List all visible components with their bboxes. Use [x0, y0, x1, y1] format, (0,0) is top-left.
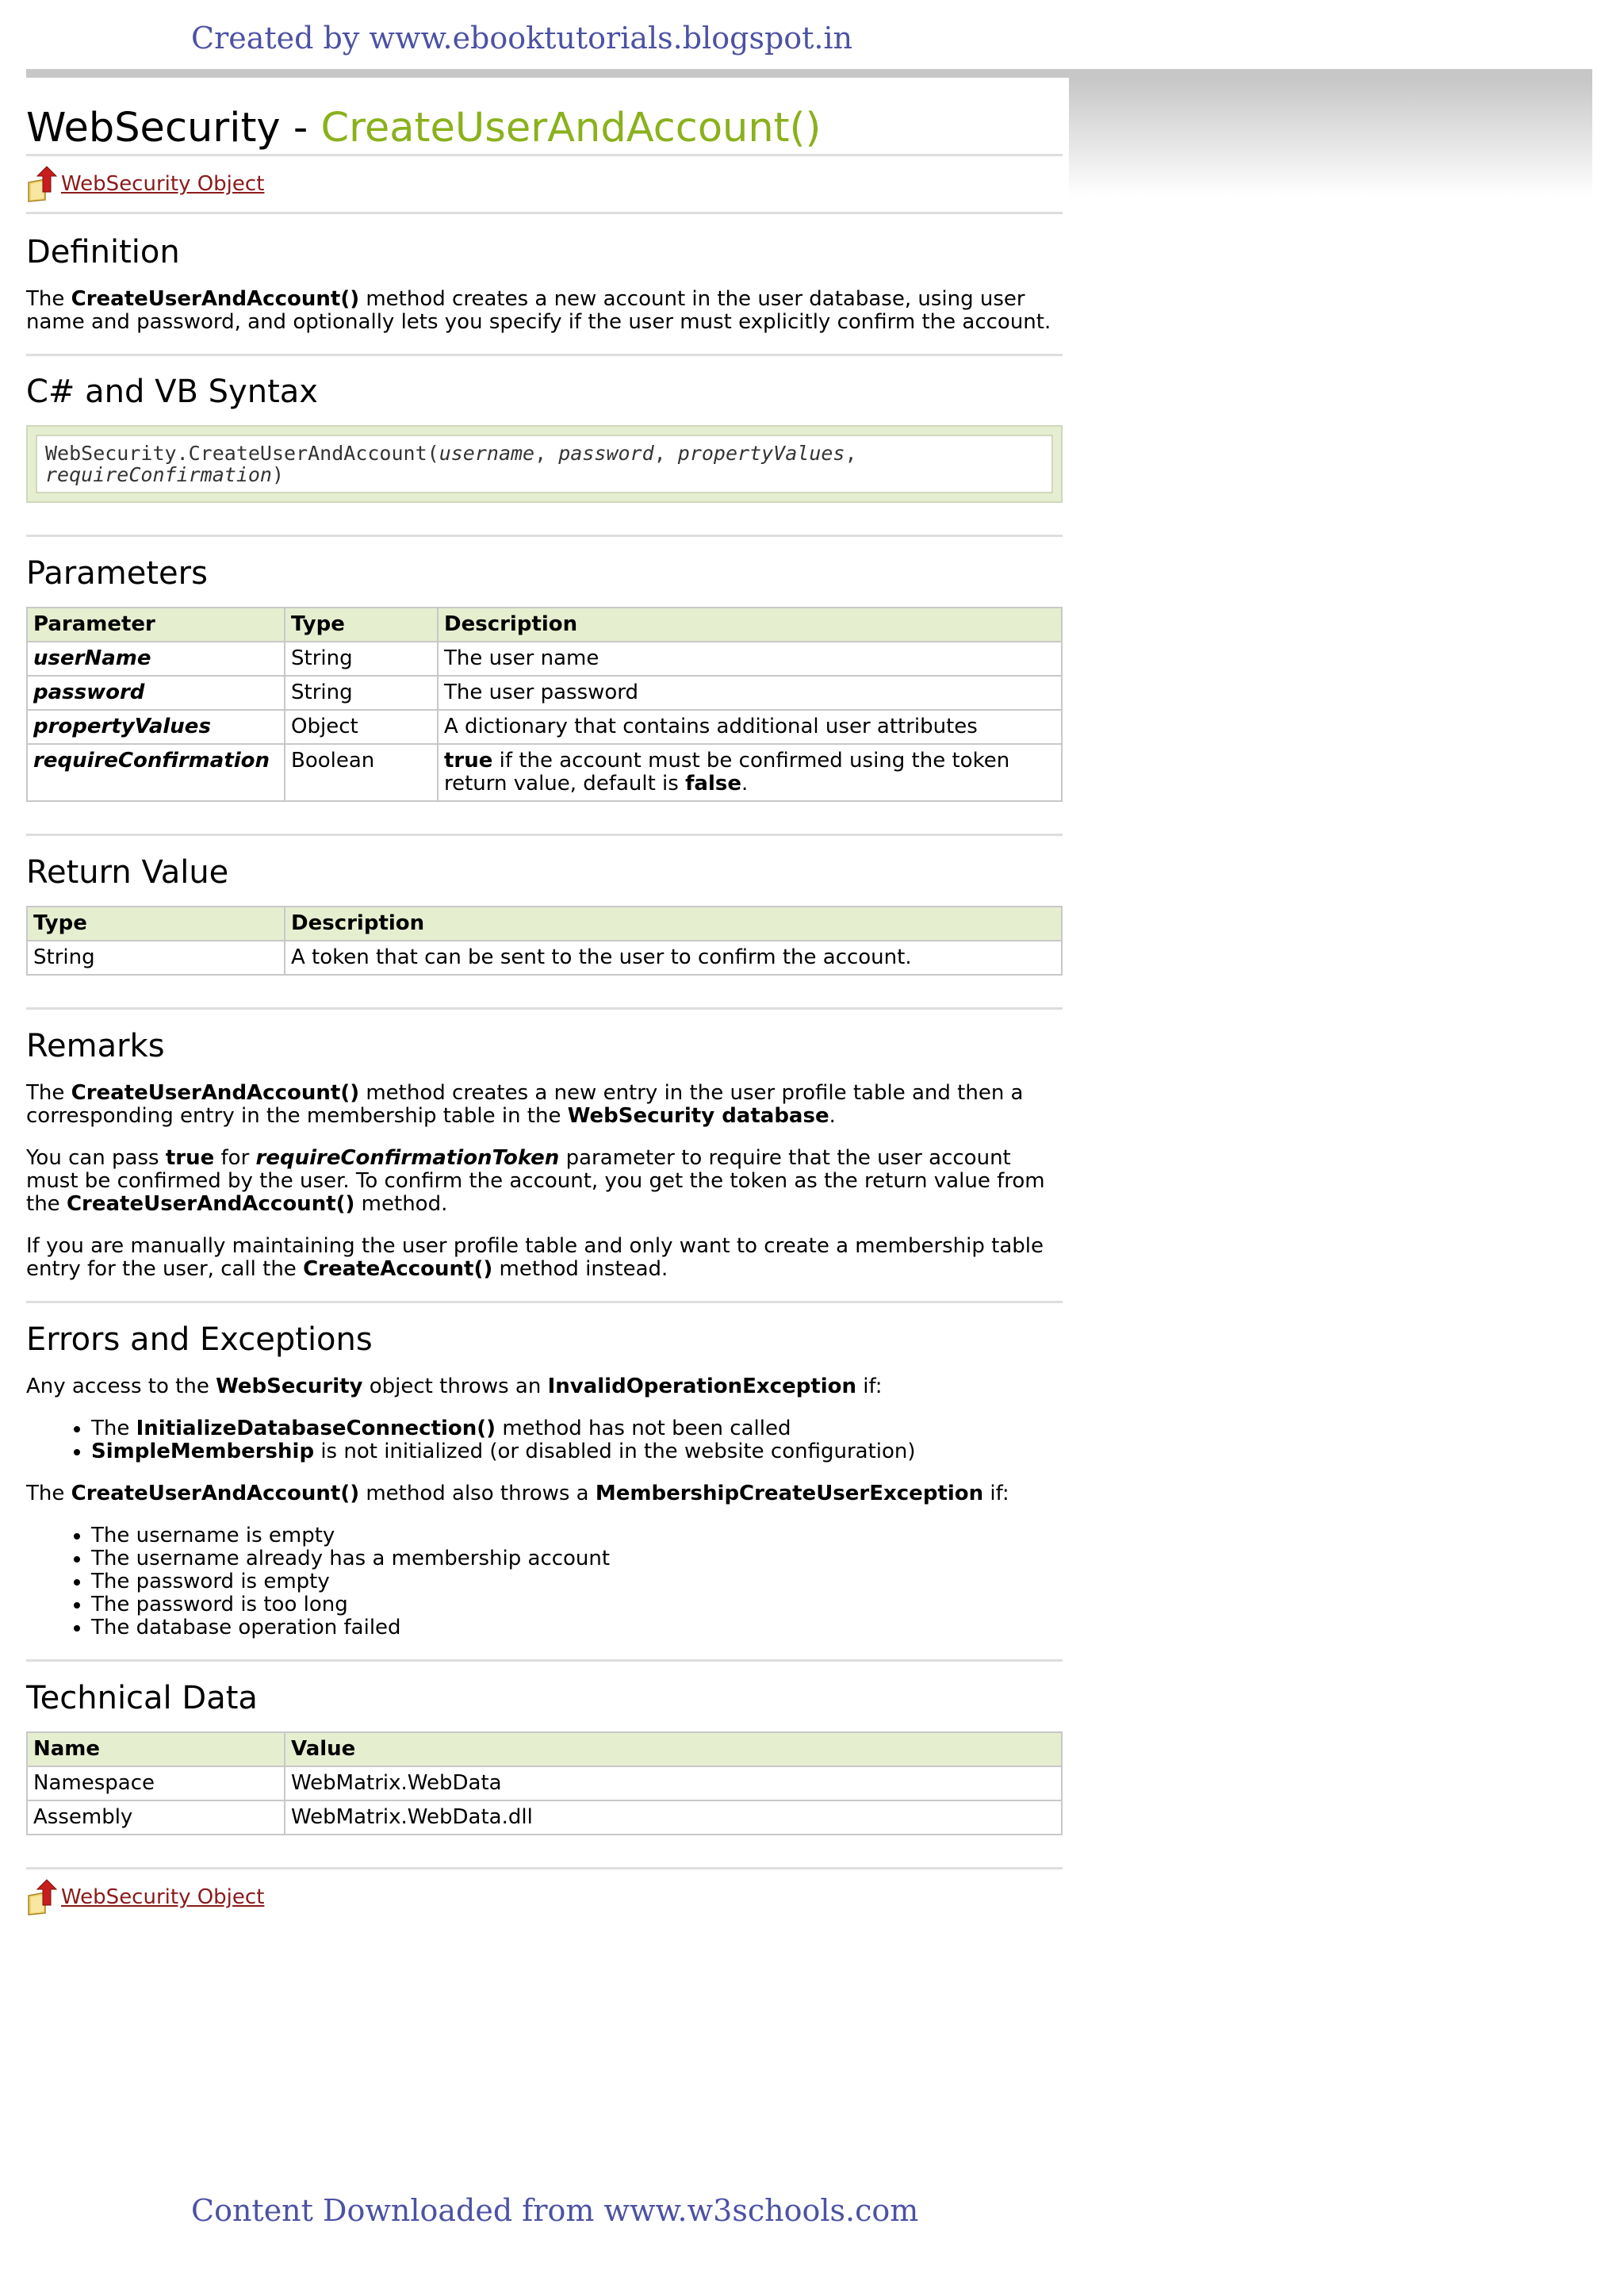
remarks-heading: Remarks	[26, 1028, 165, 1064]
table-header-row	[27, 907, 1062, 941]
table-header: Type	[27, 907, 285, 941]
param-desc: The user password	[438, 676, 1062, 710]
param-desc: true if the account must be confirmed using the token return value, default is false.	[438, 744, 1062, 801]
return-value-table	[26, 906, 1063, 976]
list-item: • The username is empty	[91, 1524, 1063, 1547]
nav-link-top[interactable]	[26, 156, 1063, 212]
page-title	[26, 78, 1063, 154]
param-desc: The user name	[438, 642, 1062, 676]
table-header-row	[27, 608, 1062, 642]
tech-value: WebMatrix.WebData	[285, 1766, 1062, 1800]
tech-name: Assembly	[27, 1800, 285, 1835]
divider	[26, 1301, 1063, 1303]
technical-data-table	[26, 1731, 1063, 1835]
list-item: • The database operation failed	[91, 1616, 1063, 1639]
up-arrow-folder-icon	[26, 165, 58, 203]
tech-name: Namespace	[27, 1766, 285, 1800]
param-type: String	[285, 642, 438, 676]
divider	[26, 535, 1063, 537]
param-name: requireConfirmation	[27, 744, 285, 801]
param-type: String	[285, 676, 438, 710]
param-name: propertyValues	[27, 710, 285, 744]
table-header: Parameter	[27, 608, 285, 642]
top-banner: Created by www.ebooktutorials.blogspot.in	[191, 21, 853, 56]
definition-heading: Definition	[26, 234, 180, 270]
syntax-code-box	[26, 425, 1063, 503]
table-header: Description	[438, 608, 1062, 642]
table-row	[27, 710, 1062, 744]
divider	[26, 1659, 1063, 1662]
return-desc: A token that can be sent to the user to confirm the account.	[285, 941, 1062, 975]
table-header: Value	[285, 1732, 1062, 1766]
list-item: • The InitializeDatabaseConnection() method has not been called	[91, 1417, 1063, 1440]
param-desc: A dictionary that contains additional user attributes	[438, 710, 1062, 744]
tech-value: WebMatrix.WebData.dll	[285, 1800, 1062, 1835]
parameters-table	[26, 607, 1063, 802]
table-header: Type	[285, 608, 438, 642]
title-method: CreateUserAndAccount()	[320, 105, 822, 151]
table-header: Description	[285, 907, 1062, 941]
divider	[26, 1007, 1063, 1010]
param-type: Boolean	[285, 744, 438, 801]
syntax-code: WebSecurity.CreateUserAndAccount(username, password, propertyValues, requireConfirmation)	[36, 435, 1053, 493]
nav-link-bottom[interactable]	[26, 1869, 1063, 1925]
title-dash: -	[280, 105, 321, 151]
remarks-paragraph-1: The CreateUserAndAccount() method creates a new entry in the user profile table and then a corresponding entry in the membership table in the WebSecurity database.	[26, 1081, 1024, 1128]
table-row	[27, 1766, 1062, 1800]
divider	[26, 212, 1063, 214]
errors-list-1	[26, 1417, 1063, 1463]
websecurity-object-link[interactable]: WebSecurity Object	[61, 172, 265, 196]
table-header-row	[27, 1732, 1062, 1766]
list-item: • The username already has a membership account	[91, 1547, 1063, 1570]
errors-heading: Errors and Exceptions	[26, 1321, 373, 1358]
table-row	[27, 676, 1062, 710]
right-gradient-panel	[1069, 78, 1592, 197]
table-row	[27, 941, 1062, 975]
param-name: password	[27, 676, 285, 710]
list-item: • SimpleMembership is not initialized (or disabled in the website configuration)	[91, 1440, 1063, 1463]
definition-text: The CreateUserAndAccount() method creates a new account in the user database, using user name and password, and optionally lets you specify if the user must explicitly confirm the account.	[26, 287, 1051, 334]
return-type: String	[27, 941, 285, 975]
table-header: Name	[27, 1732, 285, 1766]
remarks-paragraph-2: You can pass true for requireConfirmationToken parameter to require that the user account must be confirmed by the user. To confirm the account, you get the token as the return value from the CreateUserAndAccount() method.	[26, 1146, 1045, 1216]
list-item: • The password is too long	[91, 1593, 1063, 1616]
errors-list-2	[26, 1524, 1063, 1639]
list-item: • The password is empty	[91, 1570, 1063, 1593]
table-row	[27, 744, 1062, 801]
up-arrow-folder-icon	[26, 1878, 58, 1916]
top-bar	[26, 69, 1592, 78]
errors-intro: Any access to the WebSecurity object throws an InvalidOperationException if:	[26, 1375, 883, 1398]
return-value-heading: Return Value	[26, 854, 229, 891]
websecurity-object-link[interactable]: WebSecurity Object	[61, 1885, 265, 1909]
technical-data-heading: Technical Data	[26, 1680, 258, 1716]
main-content	[26, 78, 1063, 1925]
divider	[26, 834, 1063, 836]
param-type: Object	[285, 710, 438, 744]
remarks-paragraph-3: If you are manually maintaining the user profile table and only want to create a membership table entry for the user, call the CreateAccount() method instead.	[26, 1234, 1044, 1281]
table-row	[27, 1800, 1062, 1835]
errors-intro-2: The CreateUserAndAccount() method also throws a MembershipCreateUserException if:	[26, 1482, 1009, 1505]
syntax-heading: C# and VB Syntax	[26, 374, 318, 410]
title-object: WebSecurity	[26, 105, 281, 151]
param-name: userName	[27, 642, 285, 676]
table-row	[27, 642, 1062, 676]
divider	[26, 354, 1063, 356]
bottom-banner: Content Downloaded from www.w3schools.com	[191, 2193, 919, 2228]
parameters-heading: Parameters	[26, 555, 208, 592]
